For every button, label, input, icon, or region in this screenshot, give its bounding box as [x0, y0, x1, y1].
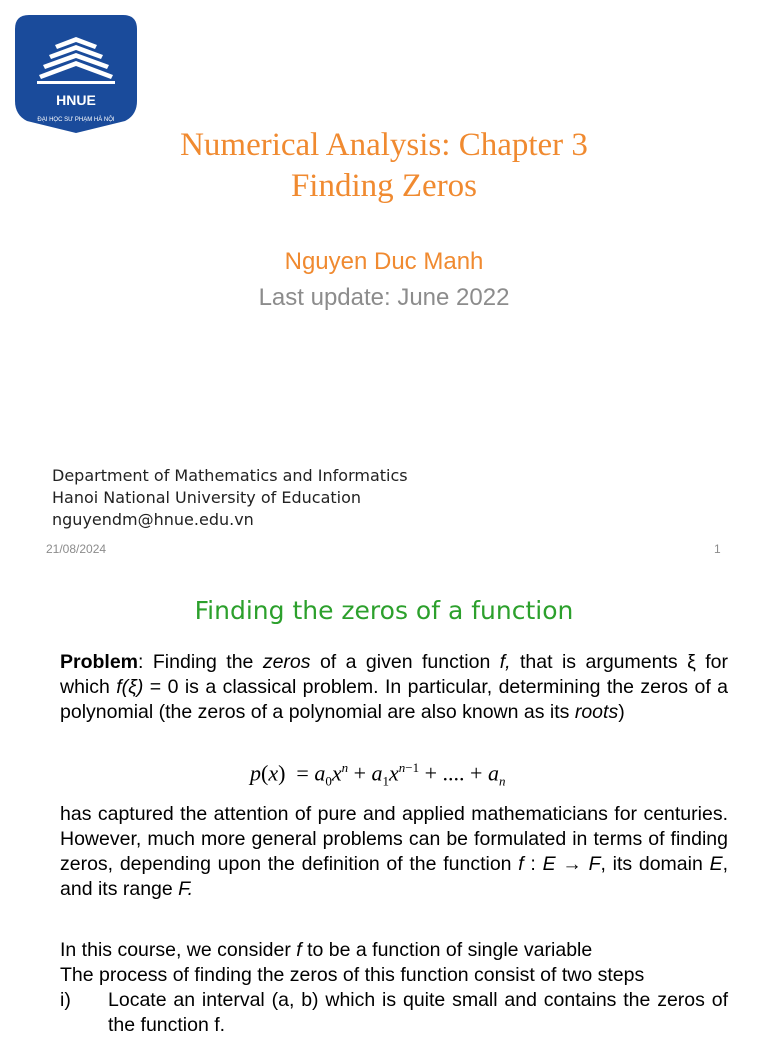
problem-label: Problem	[60, 651, 139, 673]
slide2-title: Finding the zeros of a function	[194, 596, 574, 625]
last-update: Last update: June 2022	[258, 284, 510, 311]
polynomial-formula: $p(x) = a_0x^n + a_1x^{n-1}$ + .... + $a_n$	[250, 760, 506, 789]
university-line: Hanoi National University of Education	[52, 488, 362, 507]
logo-subtext: ĐẠI HỌC SƯ PHẠM HÀ NỘI	[37, 117, 115, 123]
list-number: i)	[60, 989, 71, 1011]
general-paragraph: has captured the attention of pure and applied mathematicians for centuries. However, much more general problems can be formulated in terms of finding zeros, depending upon the definition of the function f : E → F, its domain E, and its range F.	[60, 803, 728, 900]
course-line2: The process of finding the zeros of this function consist of two steps	[60, 964, 645, 986]
slide-title-line1: Numerical Analysis: Chapter 3	[180, 127, 588, 163]
hnue-logo	[15, 15, 137, 133]
department-block	[52, 465, 408, 531]
content-slide	[0, 572, 768, 1036]
course-line1: In this course, we consider f to be a function of single variable	[60, 939, 593, 961]
slide-title-line2: Finding Zeros	[290, 168, 478, 204]
author-name: Nguyen Duc Manh	[284, 248, 484, 275]
footer-date: 21/08/2024	[46, 542, 107, 556]
list-text: Locate an interval (a, b) which is quite small and contains the zeros of the function f.	[108, 989, 728, 1036]
email-line: nguyendm@hnue.edu.vn	[52, 510, 254, 529]
page-number: 1	[714, 542, 721, 556]
logo-text: HNUE	[56, 92, 96, 108]
department-line: Department of Mathematics and Informatics	[52, 466, 408, 485]
problem-paragraph: Problem: Finding the zeros of a given function f, that is arguments ξ for which f(ξ) = 0 is a classical problem. In particular, determining the zeros of a polynomial (the zeros of a polynomial are also known as its roots)	[60, 651, 728, 723]
course-paragraph	[60, 938, 728, 988]
